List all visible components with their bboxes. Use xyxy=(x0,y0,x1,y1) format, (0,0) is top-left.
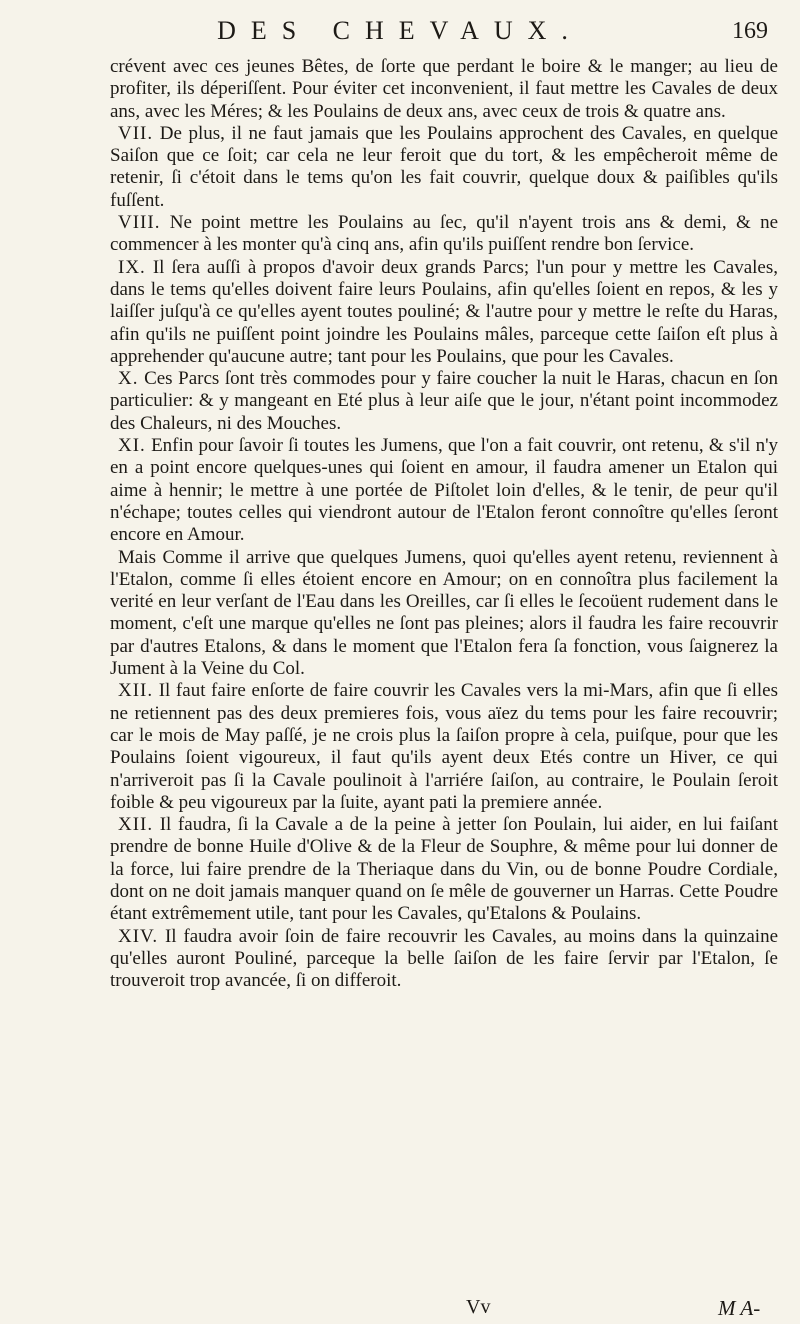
paragraph-text: crévent avec ces jeunes Bêtes, de ſorte que perdant le boire & le manger; au lieu de profiter, ils déperiſſent. Pour éviter cet inconvenient, il faut mettre les Cavales de deux ans, avec les Méres; & les Poulains de deux ans, avec ceux de trois & quatre ans. xyxy=(110,56,778,122)
paragraph-number: XII. xyxy=(118,680,154,702)
paragraph-text: Il faudra avoir ſoin de faire recouvrir les Cavales, au moins dans la quinzaine qu'elles auront Pouliné, parceque la belle ſaiſon de les faire ſervir par l'Etalon, ſe trouveroit trop avancée, ſi on differoit. xyxy=(110,925,779,992)
paragraph-number: XIV. xyxy=(118,925,159,947)
paragraph-number: VII. xyxy=(118,122,154,144)
catchword: M A- xyxy=(718,1296,761,1320)
running-head xyxy=(0,14,800,54)
paragraph-vii xyxy=(110,123,778,212)
paragraph-text: Ces Parcs ſont très commodes pour y faire coucher la nuit le Haras, chacun en ſon particulier: & y mangeant en Eté plus à leur aiſe que le jour, n'étant point incommodez des Chaleurs, ni des Mouches. xyxy=(110,368,778,434)
paragraph-number: X. xyxy=(118,368,139,390)
paragraph-text: Ne point mettre les Poulains au ſec, qu'il n'ayent trois ans & demi, & ne commencer à les monter qu'à cinq ans, afin qu'ils puiſſent rendre bon ſervice. xyxy=(110,212,779,256)
paragraph-text: Enfin pour ſavoir ſi toutes les Jumens, que l'on a fait couvrir, ont retenu, & s'il n'y en a point encore quelques-unes qui ſoient en amour, il faudra amener un Etalon qui aime à hennir; le mettre à une portée de Piſtolet loin d'elles, & le tenir, de peur qu'il n'échape; toutes celles qui viendront autour de l'Etalon feront connoître qu'elles ſeront encore en Amour. xyxy=(110,435,778,546)
paragraph-xiii xyxy=(110,814,778,925)
page-footer xyxy=(0,1296,800,1324)
paragraph-ix xyxy=(110,257,778,368)
paragraph-text: Mais Comme il arrive que quelques Jumens, quoi qu'elles ayent retenu, reviennent à l'Etalon, comme ſi elles étoient encore en Amour; on en connoîtra plus facilement la verité en leur verſant de l'Eau dans les Oreilles, car ſi elles le ſecoüent rudement dans le moment, c'eſt une marque qu'elles ne ſont pas pleines; alors il faudra les faire recouvrir par d'autres Etalons, & dans le moment que l'Etalon fera ſa fonction, vous ſaignerez la Jument à la Veine du Col. xyxy=(110,546,778,680)
paragraph-xii xyxy=(110,680,778,814)
paragraph-text: De plus, il ne faut jamais que les Poulains approchent des Cavales, en quelque Saiſon que ce ſoit; car cela ne leur feroit que du tort, & les empêcheroit même de retenir, ſi c'étoit dans le tems qu'on les fait couvrir, quelque doux & paiſibles qu'ils fuſſent. xyxy=(110,122,779,211)
paragraph-number: IX. xyxy=(118,256,146,278)
signature-mark: Vv xyxy=(466,1296,491,1318)
paragraph-x xyxy=(110,368,778,435)
paragraph-text: Il faut faire enſorte de faire couvrir les Cavales vers la mi-Mars, afin que ſi elles ne retiennent pas des deux premieres fois, vous aïez du tems pour les faire recouvrir; car le mois de May paſſé, je ne crois plus la ſaiſon propre à cela, puiſque, pour que les Poulains ſoient vigoureux, il faut qu'ils ayent deux Etés contre un Hiver, ce qui n'arriveroit pas ſi la Cavale poulinoit à l'arriére ſaiſon, au contraire, le Poulain ſeroit foible & peu vigoureux par la ſuite, ayant pati la premiere année. xyxy=(110,680,778,813)
body-text xyxy=(110,56,778,992)
paragraph-continuation xyxy=(110,56,778,123)
page-number: 169 xyxy=(732,18,768,44)
paragraph-xi xyxy=(110,435,778,546)
paragraph-number: XII. xyxy=(118,814,154,836)
paragraph-viii xyxy=(110,212,778,257)
paragraph-mais xyxy=(110,547,778,681)
running-title: DES CHEVAUX. xyxy=(217,16,583,45)
paragraph-number: XI. xyxy=(118,435,146,457)
paragraph-number: VIII. xyxy=(118,212,161,234)
paragraph-xiv xyxy=(110,926,778,993)
paragraph-text: Il ſera auſſi à propos d'avoir deux grands Parcs; l'un pour y mettre les Cavales, dans le tems qu'elles doivent faire leurs Poulains, afin qu'elles ſoient en repos, & les y laiſſer juſqu'à ce qu'elles ayent toutes pouliné; & l'autre pour y mettre le reſte du Haras, afin qu'ils ne puiſſent point joindre les Poulains mâles, parceque cette ſaiſon eſt plus à apprehender qu'aucune autre; tant pour les Poulains, que pour les Cavales. xyxy=(110,256,779,367)
paragraph-text: Il faudra, ſi la Cavale a de la peine à jetter ſon Poulain, lui aider, en lui faiſant prendre de bonne Huile d'Olive & de la Fleur de Souphre, & même pour lui donner de la force, lui faire prendre de la Theriaque dans du Vin, ou de bonne Poudre Cordiale, dont on ne doit jamais manquer quand on ſe mêle de gouverner un Harras. Cette Poudre étant extrêmement utile, tant pour les Cavales, qu'Etalons & Poulains. xyxy=(110,814,778,925)
